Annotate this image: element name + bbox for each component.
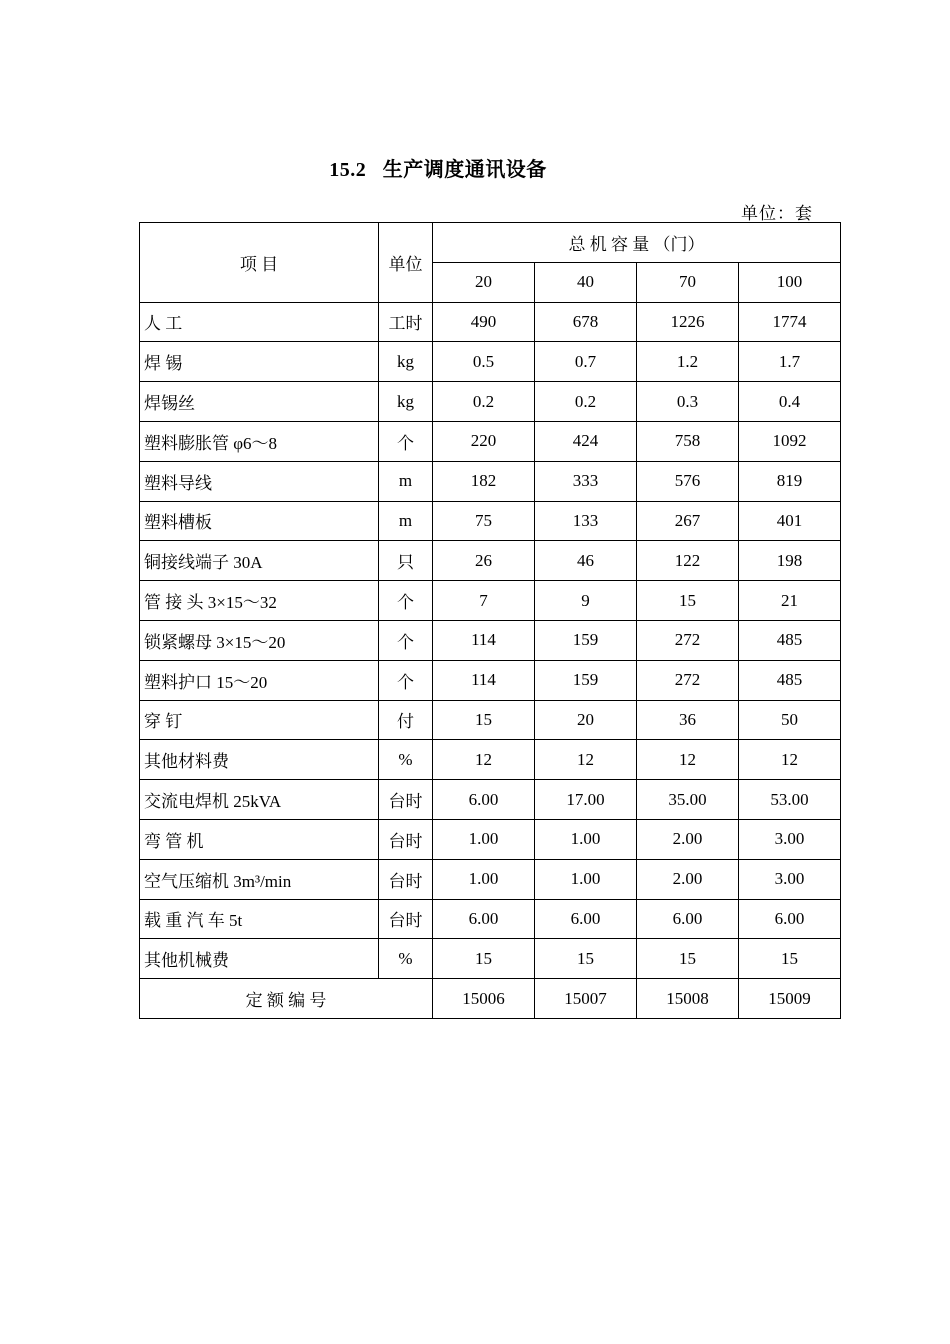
quota-code: 15006 [433, 979, 535, 1019]
table-row [140, 581, 841, 621]
row-unit: 个 [379, 660, 433, 700]
header-row [140, 223, 841, 263]
row-value: 21 [739, 581, 841, 621]
row-value: 758 [637, 421, 739, 461]
row-unit: % [379, 939, 433, 979]
row-value: 490 [433, 302, 535, 342]
header-capacity: 40 [535, 262, 637, 302]
row-value: 1.00 [433, 859, 535, 899]
row-value: 9 [535, 581, 637, 621]
row-unit: 台时 [379, 859, 433, 899]
row-value: 1.2 [637, 342, 739, 382]
table-row [140, 382, 841, 422]
row-unit: kg [379, 342, 433, 382]
table-row [140, 780, 841, 820]
table-row [140, 819, 841, 859]
table-row [140, 501, 841, 541]
table-row [140, 740, 841, 780]
table-row [140, 461, 841, 501]
row-value: 15 [637, 939, 739, 979]
row-unit: m [379, 501, 433, 541]
row-value: 198 [739, 541, 841, 581]
row-value: 182 [433, 461, 535, 501]
row-value: 0.2 [433, 382, 535, 422]
row-value: 220 [433, 421, 535, 461]
unit-note: 单位：套 [741, 204, 813, 223]
row-value: 401 [739, 501, 841, 541]
row-unit: 台时 [379, 819, 433, 859]
row-value: 1.00 [535, 859, 637, 899]
row-value: 46 [535, 541, 637, 581]
row-value: 3.00 [739, 819, 841, 859]
table-row [140, 899, 841, 939]
row-value: 1226 [637, 302, 739, 342]
row-unit: 个 [379, 421, 433, 461]
row-unit: 台时 [379, 780, 433, 820]
row-value: 122 [637, 541, 739, 581]
header-capacity: 20 [433, 262, 535, 302]
row-value: 15 [535, 939, 637, 979]
row-unit: 台时 [379, 899, 433, 939]
row-value: 0.4 [739, 382, 841, 422]
row-value: 12 [637, 740, 739, 780]
row-item-name: 锁紧螺母 3×15～20 [140, 620, 379, 660]
row-unit: 个 [379, 620, 433, 660]
row-item-name: 塑料导线 [140, 461, 379, 501]
header-capacity: 100 [739, 262, 841, 302]
row-item-name: 焊 锡 [140, 342, 379, 382]
row-item-name: 焊锡丝 [140, 382, 379, 422]
table-row [140, 660, 841, 700]
row-value: 3.00 [739, 859, 841, 899]
row-value: 114 [433, 620, 535, 660]
row-item-name: 空气压缩机 3m³/min [140, 859, 379, 899]
row-value: 75 [433, 501, 535, 541]
row-value: 12 [433, 740, 535, 780]
row-item-name: 塑料膨胀管 φ6～8 [140, 421, 379, 461]
row-value: 15 [739, 939, 841, 979]
row-item-name: 载 重 汽 车 5t [140, 899, 379, 939]
row-item-name: 弯 管 机 [140, 819, 379, 859]
row-value: 6.00 [739, 899, 841, 939]
row-value: 272 [637, 660, 739, 700]
row-value: 1092 [739, 421, 841, 461]
row-value: 1.00 [535, 819, 637, 859]
row-unit: kg [379, 382, 433, 422]
row-value: 17.00 [535, 780, 637, 820]
row-item-name: 穿 钉 [140, 700, 379, 740]
row-value: 1774 [739, 302, 841, 342]
row-value: 159 [535, 620, 637, 660]
row-value: 159 [535, 660, 637, 700]
row-value: 133 [535, 501, 637, 541]
row-value: 0.3 [637, 382, 739, 422]
row-value: 424 [535, 421, 637, 461]
row-value: 267 [637, 501, 739, 541]
row-value: 15 [637, 581, 739, 621]
table-row [140, 421, 841, 461]
row-unit: % [379, 740, 433, 780]
row-item-name: 其他机械费 [140, 939, 379, 979]
quota-code-label: 定 额 编 号 [140, 979, 433, 1019]
row-item-name: 管 接 头 3×15～32 [140, 581, 379, 621]
row-unit: 个 [379, 581, 433, 621]
row-value: 819 [739, 461, 841, 501]
quota-code: 15007 [535, 979, 637, 1019]
quota-table [139, 222, 841, 1019]
row-unit: m [379, 461, 433, 501]
table-row [140, 342, 841, 382]
row-value: 12 [535, 740, 637, 780]
row-value: 6.00 [637, 899, 739, 939]
header-item: 项 目 [140, 223, 379, 303]
row-value: 20 [535, 700, 637, 740]
row-value: 2.00 [637, 859, 739, 899]
row-value: 114 [433, 660, 535, 700]
row-item-name: 塑料槽板 [140, 501, 379, 541]
row-unit: 工时 [379, 302, 433, 342]
header-capacity: 70 [637, 262, 739, 302]
row-value: 272 [637, 620, 739, 660]
row-value: 2.00 [637, 819, 739, 859]
row-value: 36 [637, 700, 739, 740]
row-value: 26 [433, 541, 535, 581]
header-capacity-group: 总 机 容 量 （门） [433, 223, 841, 263]
row-item-name: 人 工 [140, 302, 379, 342]
row-value: 7 [433, 581, 535, 621]
row-value: 1.00 [433, 819, 535, 859]
row-value: 15 [433, 939, 535, 979]
row-value: 6.00 [535, 899, 637, 939]
row-unit: 只 [379, 541, 433, 581]
footer-row [140, 979, 841, 1019]
row-value: 15 [433, 700, 535, 740]
row-value: 35.00 [637, 780, 739, 820]
row-value: 576 [637, 461, 739, 501]
header-unit: 单位 [379, 223, 433, 303]
quota-code: 15008 [637, 979, 739, 1019]
row-value: 6.00 [433, 899, 535, 939]
row-value: 485 [739, 620, 841, 660]
row-item-name: 交流电焊机 25kVA [140, 780, 379, 820]
row-item-name: 其他材料费 [140, 740, 379, 780]
row-value: 678 [535, 302, 637, 342]
row-value: 0.7 [535, 342, 637, 382]
table-row [140, 700, 841, 740]
table-row [140, 541, 841, 581]
row-value: 12 [739, 740, 841, 780]
row-value: 53.00 [739, 780, 841, 820]
row-value: 50 [739, 700, 841, 740]
quota-code: 15009 [739, 979, 841, 1019]
table-row [140, 859, 841, 899]
table-row [140, 620, 841, 660]
row-value: 0.2 [535, 382, 637, 422]
page-title: 15.2 生产调度通讯设备 [329, 159, 547, 181]
table-row [140, 939, 841, 979]
row-value: 1.7 [739, 342, 841, 382]
row-value: 0.5 [433, 342, 535, 382]
table-row [140, 302, 841, 342]
row-value: 6.00 [433, 780, 535, 820]
row-value: 485 [739, 660, 841, 700]
row-unit: 付 [379, 700, 433, 740]
row-item-name: 塑料护口 15～20 [140, 660, 379, 700]
row-value: 333 [535, 461, 637, 501]
row-item-name: 铜接线端子 30A [140, 541, 379, 581]
